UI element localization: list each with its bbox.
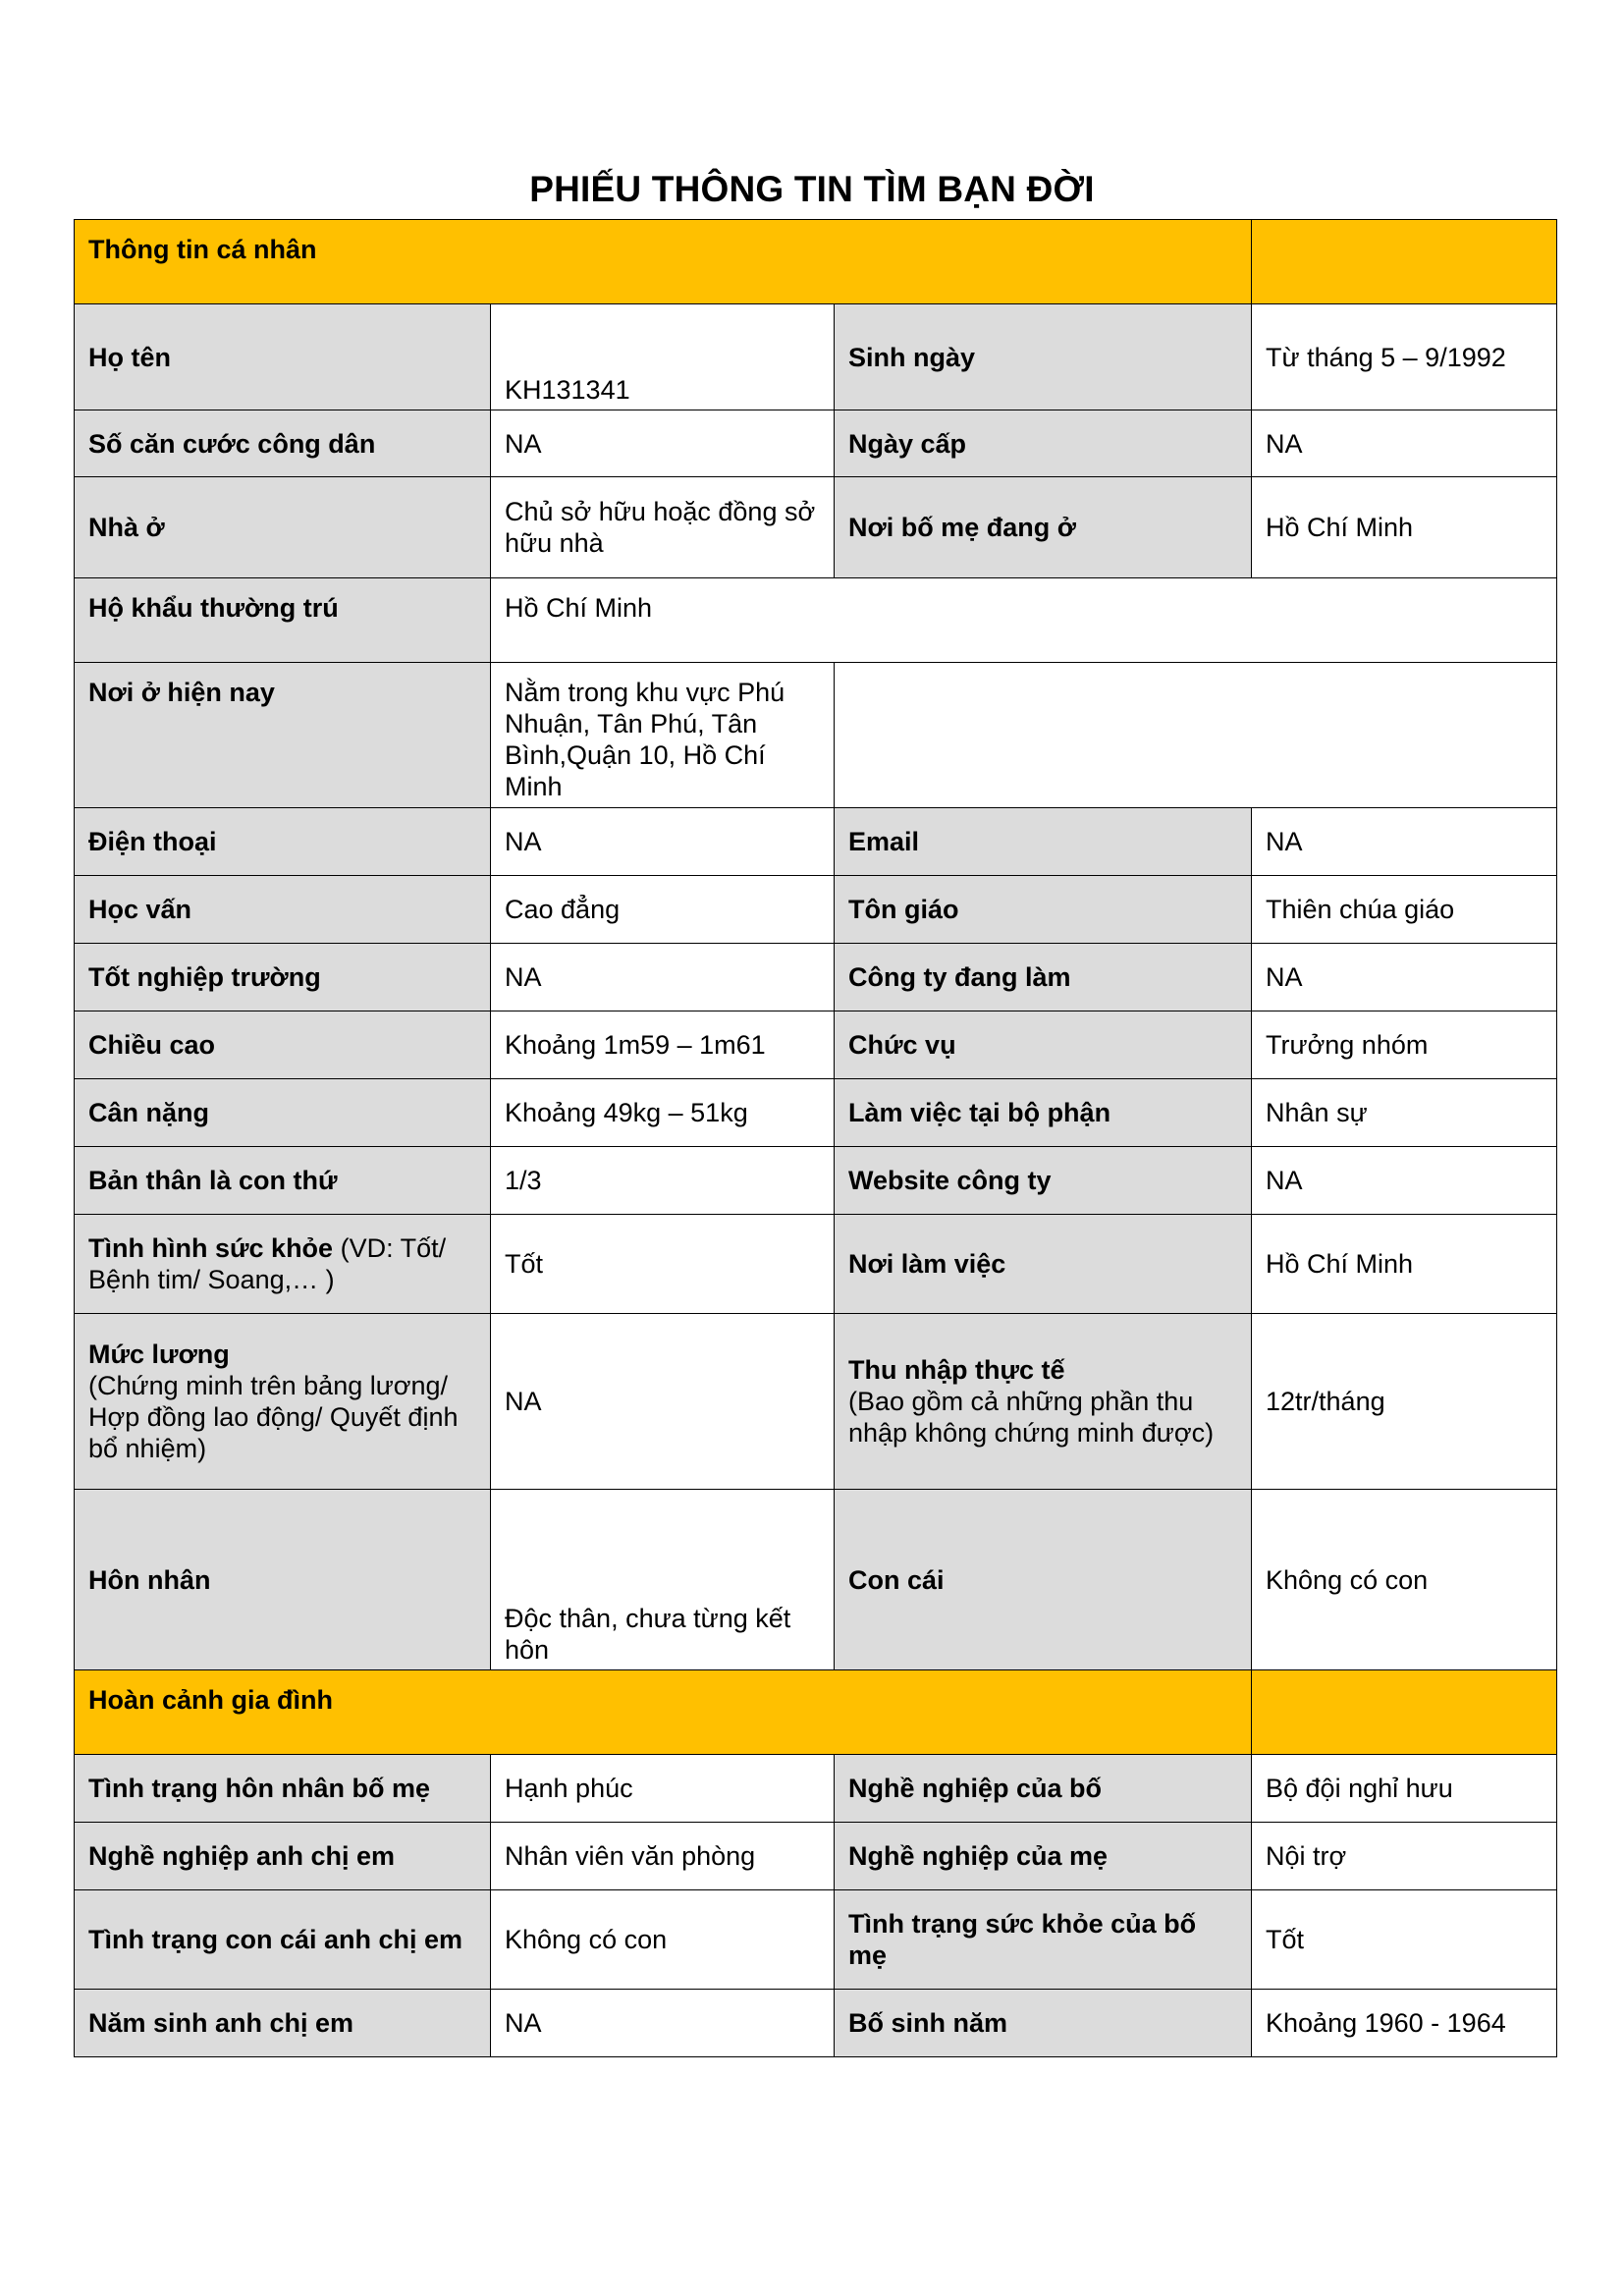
section-title-family: Hoàn cảnh gia đình <box>75 1670 1252 1755</box>
form-row <box>75 876 1557 944</box>
form-row <box>75 1490 1557 1670</box>
field-label-chieu-cao: Chiều cao <box>75 1011 491 1079</box>
field-label-nghe-me: Nghề nghiệp của mẹ <box>835 1823 1252 1890</box>
field-value-cong-ty: NA <box>1252 944 1557 1011</box>
field-value-ton-giao: Thiên chúa giáo <box>1252 876 1557 944</box>
field-value-noi-bo-me: Hồ Chí Minh <box>1252 477 1557 578</box>
form-row <box>75 1823 1557 1890</box>
field-label-thu-nhap-note: (Bao gồm cả những phần thu nhập không chứng minh được) <box>848 1387 1215 1448</box>
field-value-sinh-ngay: Từ tháng 5 – 9/1992 <box>1252 304 1557 410</box>
field-label-dien-thoai: Điện thoại <box>75 808 491 876</box>
field-value-can-nang: Khoảng 49kg – 51kg <box>491 1079 835 1147</box>
field-value-ngay-cap: NA <box>1252 410 1557 477</box>
field-label-ho-khau: Hộ khẩu thường trú <box>75 578 491 663</box>
field-value-suc-khoe-bo-me: Tốt <box>1252 1890 1557 1990</box>
section-header-family <box>75 1670 1557 1755</box>
form-row <box>75 1314 1557 1490</box>
field-value-chuc-vu: Trưởng nhóm <box>1252 1011 1557 1079</box>
field-value-ho-ten: KH131341 <box>491 304 835 410</box>
field-label-hoc-van: Học vấn <box>75 876 491 944</box>
page-title: PHIẾU THÔNG TIN TÌM BẠN ĐỜI <box>529 169 1095 209</box>
form-row <box>75 304 1557 410</box>
field-value-muc-luong: NA <box>491 1314 835 1490</box>
form-row <box>75 410 1557 477</box>
field-label-con-cai-anh-chi: Tình trạng con cái anh chị em <box>75 1890 491 1990</box>
field-label-nha-o: Nhà ở <box>75 477 491 578</box>
field-label-con-thu: Bản thân là con thứ <box>75 1147 491 1215</box>
field-label-tot-nghiep: Tốt nghiệp trường <box>75 944 491 1011</box>
field-label-suc-khoe-note: (VD: Tốt/ Bệnh tim/ Soang,… ) <box>88 1233 447 1294</box>
form-row <box>75 477 1557 578</box>
field-value-bo-phan: Nhân sự <box>1252 1079 1557 1147</box>
field-label-hon-nhan-bo-me: Tình trạng hôn nhân bố mẹ <box>75 1755 491 1823</box>
field-value-nghe-bo: Bộ đội nghỉ hưu <box>1252 1755 1557 1823</box>
field-value-noi-lam-viec: Hồ Chí Minh <box>1252 1215 1557 1314</box>
field-label-cccd: Số căn cước công dân <box>75 410 491 477</box>
field-value-chieu-cao: Khoảng 1m59 – 1m61 <box>491 1011 835 1079</box>
field-label-noi-o: Nơi ở hiện nay <box>75 663 491 808</box>
field-value-con-cai: Không có con <box>1252 1490 1557 1670</box>
form-row <box>75 1011 1557 1079</box>
field-value-nha-o: Chủ sở hữu hoặc đồng sở hữu nhà <box>491 477 835 578</box>
field-value-con-cai-anh-chi: Không có con <box>491 1890 835 1990</box>
field-value-hon-nhan-bo-me: Hạnh phúc <box>491 1755 835 1823</box>
field-label-thu-nhap-text: Thu nhập thực tế <box>848 1355 1065 1385</box>
field-label-nam-sinh-anh-chi: Năm sinh anh chị em <box>75 1990 491 2057</box>
field-label-nghe-anh-chi: Nghề nghiệp anh chị em <box>75 1823 491 1890</box>
field-value-suc-khoe: Tốt <box>491 1215 835 1314</box>
field-label-bo-sinh-nam: Bố sinh năm <box>835 1990 1252 2057</box>
field-value-hon-nhan: Độc thân, chưa từng kết hôn <box>491 1490 835 1670</box>
field-label-ho-ten: Họ tên <box>75 304 491 410</box>
form-row <box>75 1755 1557 1823</box>
field-value-tot-nghiep: NA <box>491 944 835 1011</box>
form-row <box>75 1215 1557 1314</box>
field-label-thu-nhap <box>835 1314 1252 1490</box>
field-label-email: Email <box>835 808 1252 876</box>
field-label-website: Website công ty <box>835 1147 1252 1215</box>
field-label-muc-luong <box>75 1314 491 1490</box>
field-label-nghe-bo: Nghề nghiệp của bố <box>835 1755 1252 1823</box>
form-row <box>75 944 1557 1011</box>
form-row <box>75 578 1557 663</box>
field-label-con-cai: Con cái <box>835 1490 1252 1670</box>
field-value-nghe-me: Nội trợ <box>1252 1823 1557 1890</box>
field-label-cong-ty: Công ty đang làm <box>835 944 1252 1011</box>
form-row <box>75 1079 1557 1147</box>
field-value-cccd: NA <box>491 410 835 477</box>
form-row <box>75 1147 1557 1215</box>
info-form-table <box>74 219 1557 2057</box>
field-label-suc-khoe-text: Tình hình sức khỏe <box>88 1233 334 1263</box>
field-value-con-thu: 1/3 <box>491 1147 835 1215</box>
field-label-muc-luong-text: Mức lương <box>88 1339 230 1369</box>
field-value-nam-sinh-anh-chi: NA <box>491 1990 835 2057</box>
form-row <box>75 1990 1557 2057</box>
field-label-noi-bo-me: Nơi bố mẹ đang ở <box>835 477 1252 578</box>
field-value-noi-o: Nằm trong khu vực Phú Nhuận, Tân Phú, Tân Bình,Quận 10, Hồ Chí Minh <box>491 663 835 808</box>
field-value-website: NA <box>1252 1147 1557 1215</box>
field-value-email: NA <box>1252 808 1557 876</box>
field-value-dien-thoai: NA <box>491 808 835 876</box>
field-value-ho-khau: Hồ Chí Minh <box>491 578 1557 663</box>
field-label-muc-luong-note: (Chứng minh trên bảng lương/ Hợp đồng lao động/ Quyết định bổ nhiệm) <box>88 1371 459 1463</box>
field-value-nghe-anh-chi: Nhân viên văn phòng <box>491 1823 835 1890</box>
field-label-ngay-cap: Ngày cấp <box>835 410 1252 477</box>
field-label-ton-giao: Tôn giáo <box>835 876 1252 944</box>
field-label-suc-khoe-bo-me: Tình trạng sức khỏe của bố mẹ <box>835 1890 1252 1990</box>
form-row <box>75 663 1557 808</box>
form-row <box>75 1890 1557 1990</box>
field-value-bo-sinh-nam: Khoảng 1960 - 1964 <box>1252 1990 1557 2057</box>
field-label-chuc-vu: Chức vụ <box>835 1011 1252 1079</box>
field-label-suc-khoe <box>75 1215 491 1314</box>
field-label-sinh-ngay: Sinh ngày <box>835 304 1252 410</box>
form-row <box>75 808 1557 876</box>
field-label-bo-phan: Làm việc tại bộ phận <box>835 1079 1252 1147</box>
section-header-personal <box>75 220 1557 304</box>
field-value-thu-nhap: 12tr/tháng <box>1252 1314 1557 1490</box>
field-label-hon-nhan: Hôn nhân <box>75 1490 491 1670</box>
field-label-can-nang: Cân nặng <box>75 1079 491 1147</box>
field-value-hoc-van: Cao đẳng <box>491 876 835 944</box>
field-label-noi-lam-viec: Nơi làm việc <box>835 1215 1252 1314</box>
section-title-personal: Thông tin cá nhân <box>75 220 1252 304</box>
